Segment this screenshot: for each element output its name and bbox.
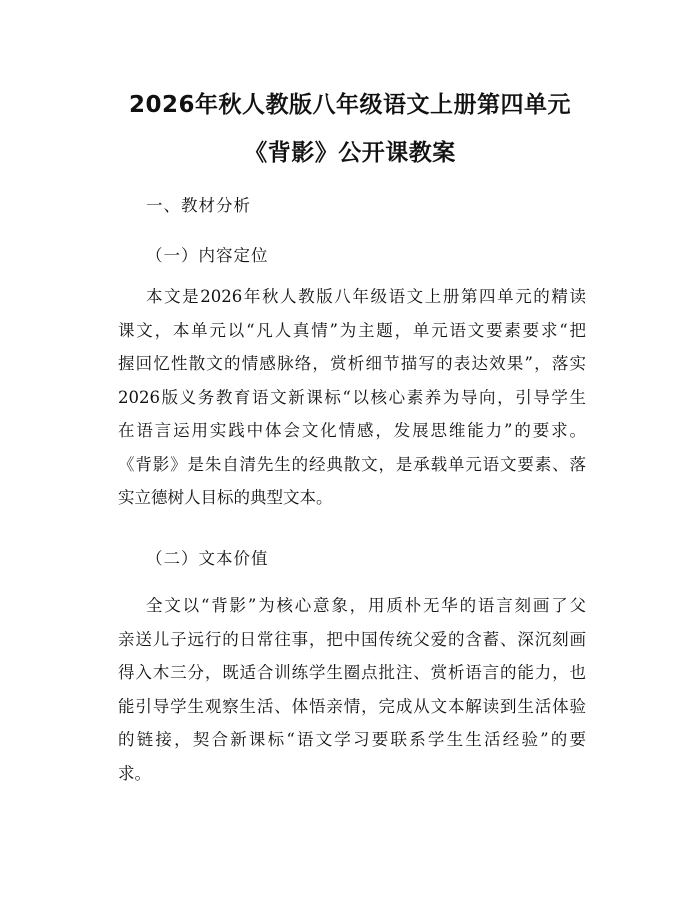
paragraph-content-positioning (118, 280, 586, 515)
subsection-heading-content-positioning: （一）内容定位 (146, 246, 269, 265)
paragraph-line: 实立德树人目标的典型文本。 (118, 488, 333, 507)
section-heading-textbook-analysis: 一、教材分析 (146, 196, 251, 215)
paragraph-line: 得入木三分，既适合训练学生圈点批注、赏析语言的能力，也 (118, 663, 586, 682)
paragraph-text-value (118, 589, 586, 790)
document-title-line-1: 2026年秋人教版八年级语文上册第四单元 (128, 92, 571, 118)
paragraph-line: 课文，本单元以“凡人真情”为主题，单元语文要素要求“把 (118, 320, 586, 340)
paragraph-line: 本文是2026年秋人教版八年级语文上册第四单元的精读 (146, 287, 586, 306)
paragraph-line: 全文以“背影”为核心意象，用质朴无华的语言刻画了父 (146, 596, 586, 615)
subsection-heading-text-value: （二）文本价值 (146, 549, 269, 568)
paragraph-line: 求。 (118, 763, 151, 783)
paragraph-line: 亲送儿子远行的日常往事，把中国传统父爱的含蓄、深沉刻画 (118, 629, 586, 649)
document-title-line-2: 《背影》公开课教案 (244, 140, 456, 166)
paragraph-line: 《背影》是朱自清先生的经典散文，是承载单元语文要素、落 (118, 454, 586, 474)
paragraph-line: 2026版义务教育语文新课标“以核心素养为导向，引导学生 (118, 387, 586, 407)
paragraph-line: 能引导学生观察生活、体悟亲情，完成从文本解读到生活体验 (118, 696, 586, 716)
paragraph-line: 在语言运用实践中体会文化情感，发展思维能力”的要求。 (118, 421, 586, 440)
paragraph-line: 握回忆性散文的情感脉络，赏析细节描写的表达效果”，落实 (118, 354, 586, 373)
paragraph-line: 的链接，契合新课标“语文学习要联系学生生活经验”的要 (118, 730, 586, 749)
